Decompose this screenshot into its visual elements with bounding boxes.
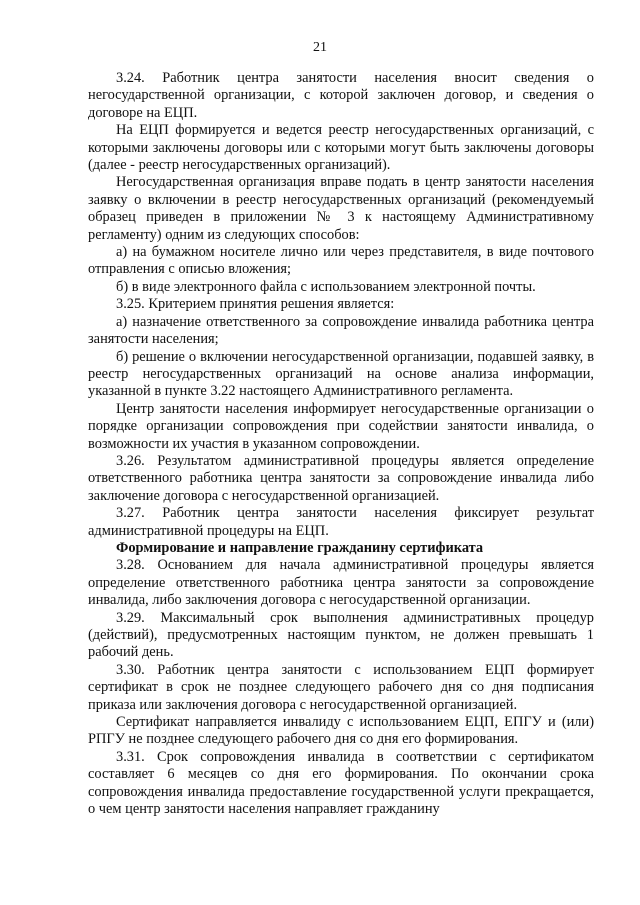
paragraph-criterion-a: а) назначение ответственного за сопровождение инвалида работника центра занятости населения; (88, 313, 594, 348)
paragraph-option-b: б) в виде электронного файла с использованием электронной почты. (116, 278, 536, 295)
paragraph-3-31: 3.31. Срок сопровождения инвалида в соответствии с сертификатом составляет 6 месяцев со дня его формирования. По окончании срока сопровождения инвалида предоставление государственной услуги прекращается, о чем центр занятости населения направляет гражданину (88, 748, 594, 818)
paragraph-registry: На ЕЦП формируется и ведется реестр негосударственных организаций, с которыми заключены договоры или с которыми могут быть заключены договоры (далее - реестр негосударственных организаций). (88, 122, 594, 174)
paragraph-3-27: 3.27. Работник центра занятости населения фиксирует результат административной процедуры на ЕЦП. (88, 505, 594, 539)
paragraph-3-30: 3.30. Работник центра занятости с использованием ЕЦП формирует сертификат в срок не позднее следующего рабочего дня со дня подписания приказа или заключения договора с негосударственной организацией. (88, 661, 594, 713)
paragraph-3-28: 3.28. Основанием для начала административной процедуры является определение ответственного работника центра занятости за сопровождение инвалида, либо заключения договора с негосударственной организации. (88, 557, 594, 609)
paragraph-3-26: 3.26. Результатом административной процедуры является определение ответственного работника центра занятости за сопровождение инвалида либо заключение договора с негосударственной организацией. (88, 452, 594, 504)
paragraph-application: Негосударственная организация вправе подать в центр занятости населения заявку о включении в реестр негосударственных организаций (рекомендуемый образец приведен в приложении № 3 к настоящему Административному регламенту) одним из следующих способов: (88, 174, 594, 243)
paragraph-certificate-sending: Сертификат направляется инвалиду с использованием ЕЦП, ЕПГУ и (или) РПГУ не позднее следующего рабочего дня со дня его формирования. (88, 714, 594, 748)
paragraph-option-a: а) на бумажном носителе лично или через представителя, в виде почтового отправления с описью вложения; (88, 244, 594, 278)
paragraph-criterion-b: б) решение о включении негосударственной организации, подавшей заявку, в реестр негосударственных организаций на основе анализа информации, указанной в пункте 3.22 настоящего Административного регламента. (88, 348, 594, 400)
paragraph-informing: Центр занятости населения информирует негосударственные организации о порядке организации сопровождения при содействии занятости инвалида, о возможности их участия в указанном сопровождении. (88, 400, 594, 452)
section-heading: Формирование и направление гражданину сертификата (116, 539, 484, 556)
paragraph-3-24: 3.24. Работник центра занятости населения вносит сведения о негосударственной организации, с которой заключен договор, и сведения о договоре на ЕЦП. (88, 70, 594, 121)
page-number: 21 (313, 40, 327, 55)
paragraph-3-25: 3.25. Критерием принятия решения является: (116, 296, 395, 313)
paragraph-3-29: 3.29. Максимальный срок выполнения административных процедур (действий), предусмотренных настоящим пунктом, не должен превышать 1 рабочий день. (88, 609, 594, 661)
document-body (88, 70, 594, 818)
